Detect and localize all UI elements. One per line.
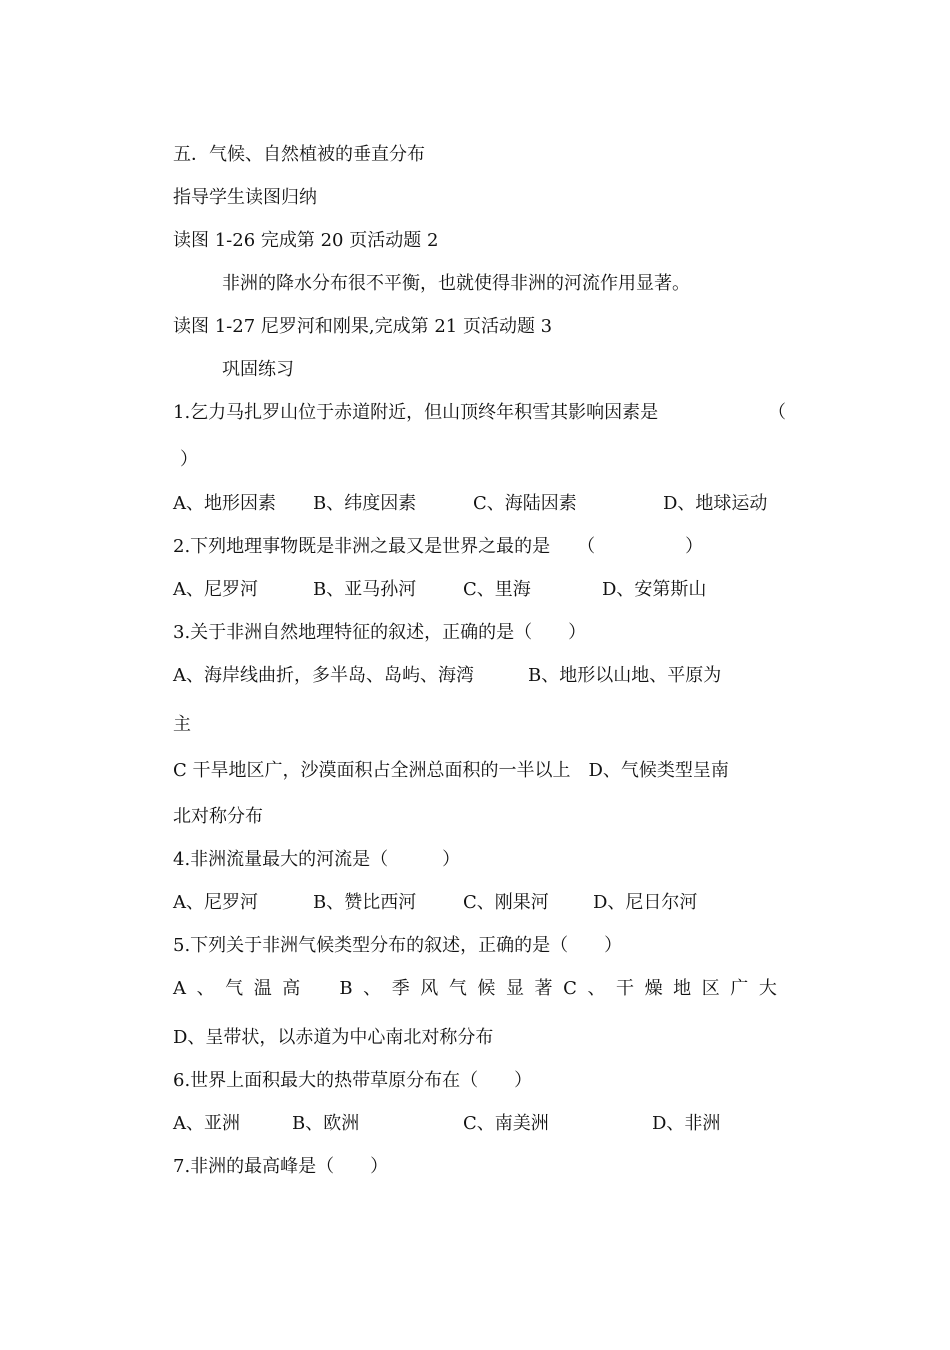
token: C — [563, 978, 577, 999]
option-a: A、地形因素 — [173, 493, 276, 514]
question-1-paren-open: （ — [768, 402, 786, 423]
option-c: C、里海 — [463, 579, 531, 600]
reading-task-1: 读图 1-26 完成第 20 页活动题 2 — [173, 230, 439, 251]
question-5-line-2: D、呈带状，以赤道为中心南北对称分布 — [173, 1027, 494, 1048]
question-5-stem: 5.下列关于非洲气候类型分布的叙述，正确的是（ ） — [173, 935, 623, 956]
question-3-stem: 3.关于非洲自然地理特征的叙述，正确的是（ ） — [173, 622, 587, 643]
option-d: D、尼日尔河 — [593, 892, 698, 913]
section-heading: 五．气候、自然植被的垂直分布 — [173, 144, 425, 165]
paragraph-rainfall: 非洲的降水分布很不平衡，也就使得非洲的河流作用显著。 — [222, 273, 690, 294]
token: 地 — [673, 978, 692, 999]
token: 候 — [477, 978, 496, 999]
option-d: D、非洲 — [652, 1113, 721, 1134]
option-d: D、地球运动 — [663, 493, 768, 514]
question-3-line-4: 北对称分布 — [173, 806, 263, 827]
option-d: D、安第斯山 — [602, 579, 707, 600]
token — [311, 978, 329, 1000]
question-3-line-2: 主 — [173, 714, 191, 735]
token: 气 — [225, 978, 244, 999]
token: B — [339, 978, 353, 999]
token: 干 — [616, 978, 635, 999]
question-3-line-3: C 干旱地区广，沙漠面积占全洲总面积的一半以上 D、气候类型呈南 — [173, 760, 729, 781]
question-7-stem: 7.非洲的最高峰是（ ） — [173, 1156, 389, 1177]
token: 大 — [758, 978, 777, 999]
token: 著 — [534, 978, 553, 999]
token: 、 — [587, 978, 606, 999]
token: 广 — [730, 978, 749, 999]
question-1-paren-close: ） — [180, 449, 198, 470]
option-a: A、尼罗河 — [173, 579, 258, 600]
token: 风 — [420, 978, 439, 999]
token: 、 — [196, 978, 215, 999]
token: A — [173, 978, 186, 999]
reading-task-2: 读图 1-27 尼罗河和刚果,完成第 21 页活动题 3 — [173, 316, 553, 337]
option-b: B、纬度因素 — [313, 493, 417, 514]
option-c: C、海陆因素 — [473, 493, 577, 514]
question-5-line-1 — [173, 978, 777, 1000]
token: 区 — [701, 978, 720, 999]
token: 显 — [505, 978, 524, 999]
option-b: B、欧洲 — [292, 1113, 360, 1134]
question-4-stem: 4.非洲流量最大的河流是（ ） — [173, 849, 461, 870]
token: 高 — [282, 978, 301, 999]
token: 季 — [391, 978, 410, 999]
option-b: B、赞比西河 — [313, 892, 417, 913]
question-1-stem — [173, 402, 658, 424]
question-6-stem: 6.世界上面积最大的热带草原分布在（ ） — [173, 1070, 533, 1091]
practice-heading: 巩固练习 — [222, 359, 294, 380]
option-c: C、南美洲 — [463, 1113, 549, 1134]
option-c: C、刚果河 — [463, 892, 549, 913]
option-a: A、尼罗河 — [173, 892, 258, 913]
token: 气 — [448, 978, 467, 999]
option-b: B、亚马孙河 — [313, 579, 417, 600]
question-3-line-1: A、海岸线曲折，多半岛、岛屿、海湾 B、地形以山地、平原为 — [173, 665, 722, 686]
token: 、 — [363, 978, 382, 999]
token: 燥 — [644, 978, 663, 999]
token: 温 — [253, 978, 272, 999]
question-1-text: 1.乞力马扎罗山位于赤道附近，但山顶终年积雪其影响因素是 — [173, 402, 659, 423]
question-2-stem: 2.下列地理事物既是非洲之最又是世界之最的是 （ ） — [173, 536, 704, 557]
guide-text: 指导学生读图归纳 — [173, 187, 317, 208]
option-a: A、亚洲 — [173, 1113, 240, 1134]
